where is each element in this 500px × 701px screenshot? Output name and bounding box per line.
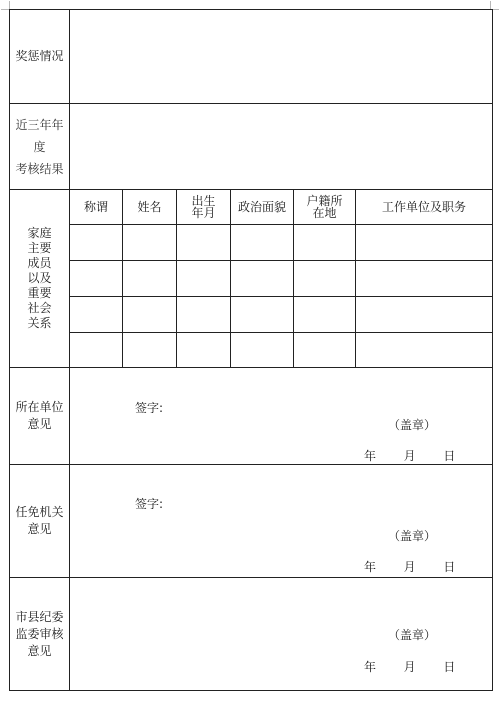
politics-cell[interactable] [231,297,294,333]
appoint-opinion-label-line2: 意见 [27,522,52,536]
discipline-opinion-label [10,578,70,691]
family-header-row [10,190,493,225]
discipline-opinion-field[interactable] [70,578,493,691]
politics-cell[interactable] [231,225,294,261]
relation-cell[interactable] [70,333,123,368]
family-member-row [10,297,493,333]
work-cell[interactable] [356,333,493,368]
politics-cell[interactable] [231,333,294,368]
date-month: 月 [403,660,416,674]
family-label-line: 主要 [27,241,52,255]
date-month: 月 [403,560,416,574]
header-relation: 称谓 [70,190,123,225]
family-member-row [10,333,493,368]
work-cell[interactable] [356,297,493,333]
discipline-label-line2: 监委审核 [15,626,64,641]
family-label-line: 重要 [27,286,52,300]
date-day: 日 [443,449,456,463]
unit-opinion-label-line1: 所在单位 [15,400,64,414]
unit-opinion-label [10,368,70,465]
discipline-opinion-row [10,578,493,691]
assessment-row [10,104,493,190]
signature-label: 签字: [135,497,164,511]
relation-cell[interactable] [70,225,123,261]
header-hukou [294,190,356,225]
appoint-opinion-field[interactable] [70,465,493,578]
name-cell[interactable] [123,225,177,261]
birth-cell[interactable] [177,261,231,297]
header-politics: 政治面貌 [231,190,294,225]
header-birth-line1: 出生 [191,194,216,208]
date-year: 年 [364,449,377,463]
birth-cell[interactable] [177,333,231,368]
date-line [364,558,455,575]
appoint-opinion-label-line1: 任免机关 [15,505,64,519]
hukou-cell[interactable] [294,261,356,297]
date-day: 日 [443,560,456,574]
header-work: 工作单位及职务 [356,190,493,225]
hukou-cell[interactable] [294,297,356,333]
header-birth-line2: 年月 [191,206,216,220]
date-line [364,658,455,675]
date-line [364,447,455,464]
birth-cell[interactable] [177,297,231,333]
signature-label: 签字: [135,401,164,415]
assessment-field[interactable] [70,104,493,190]
date-month: 月 [403,449,416,463]
family-member-row [10,261,493,297]
unit-opinion-label-line2: 意见 [27,417,52,431]
discipline-label-line3: 意见 [27,643,52,658]
assessment-label-line2: 考核结果 [15,161,64,176]
birth-cell[interactable] [177,225,231,261]
assessment-label-line1: 近三年年度 [15,117,64,154]
stamp-label: （盖章） [388,418,437,432]
family-label-line: 社会 [27,301,52,315]
date-day: 日 [443,660,456,674]
work-cell[interactable] [356,261,493,297]
work-cell[interactable] [356,225,493,261]
name-cell[interactable] [123,333,177,368]
family-label-line: 关系 [27,316,52,330]
stamp-label: （盖章） [388,628,437,642]
unit-opinion-row [10,368,493,465]
family-label [10,190,70,368]
assessment-label [10,104,70,190]
header-hukou-line2: 在地 [312,206,337,220]
name-cell[interactable] [123,261,177,297]
header-name: 姓名 [123,190,177,225]
family-label-line: 以及 [27,271,52,285]
unit-opinion-field[interactable] [70,368,493,465]
family-member-row [10,225,493,261]
rewards-row [10,10,493,104]
date-year: 年 [364,660,377,674]
rewards-label: 奖惩情况 [10,10,70,104]
header-birth [177,190,231,225]
relation-cell[interactable] [70,261,123,297]
family-label-line: 成员 [27,256,52,270]
politics-cell[interactable] [231,261,294,297]
rewards-field[interactable] [70,10,493,104]
stamp-label: （盖章） [388,529,437,543]
name-cell[interactable] [123,297,177,333]
appoint-opinion-label [10,465,70,578]
date-year: 年 [364,560,377,574]
discipline-label-line1: 市县纪委 [15,609,64,624]
header-hukou-line1: 户籍所 [306,194,343,208]
family-label-line: 家庭 [27,226,52,240]
relation-cell[interactable] [70,297,123,333]
hukou-cell[interactable] [294,333,356,368]
cadre-review-form [9,9,493,691]
hukou-cell[interactable] [294,225,356,261]
appoint-opinion-row [10,465,493,578]
